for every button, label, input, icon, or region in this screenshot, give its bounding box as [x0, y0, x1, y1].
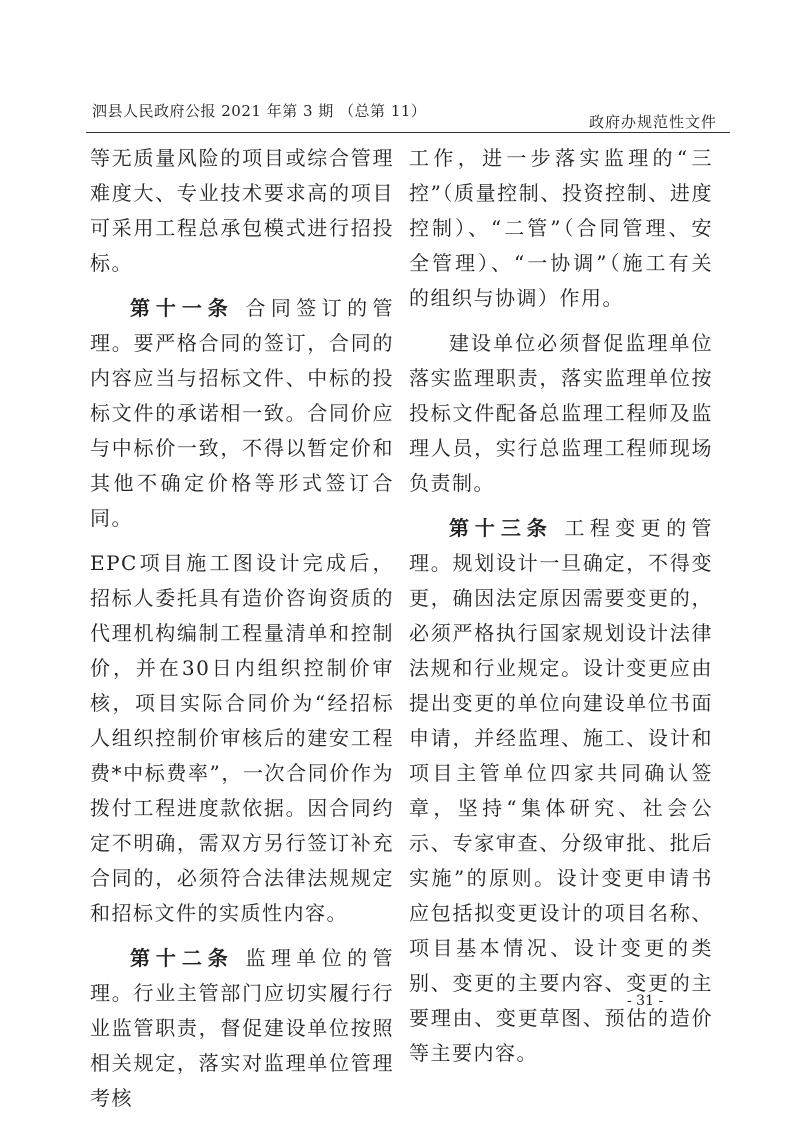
article-11-paragraph [90, 291, 394, 536]
article-12-paragraph [90, 941, 394, 1116]
paragraph-continuation: 等无质量风险的项目或综合管理难度大、专业技术要求高的项目可采用工程总承包模式进行招投标。 [90, 146, 394, 275]
article-11-heading: 第十一条 [130, 296, 234, 320]
page-number: - 31 - [627, 993, 664, 1009]
right-column [409, 141, 713, 1081]
header-divider [86, 132, 730, 133]
left-column [90, 141, 394, 1126]
paragraph-continuation: 工作，进一步落实监理的“三控”（质量控制、投资控制、进度控制）、“二管”（合同管理、安全管理）、“一协调”（施工有关的组织与协调）作用。 [409, 146, 713, 310]
supervision-paragraph: 建设单位必须督促监理单位落实监理职责，落实监理单位按投标文件配备总监理工程师及监理人员，实行总监理工程师现场负责制。 [409, 331, 713, 495]
article-11-text: 合同签订的管理。要严格合同的签订，合同的内容应当与招标文件、中标的投标文件的承诺相一致。合同价应与中标价一致，不得以暂定价和其他不确定价格等形式签订合同。 [90, 296, 395, 530]
epc-paragraph: EPC项目施工图设计完成后，招标人委托具有造价咨询资质的代理机构编制工程量清单和控制价，并在30日内组织控制价审核，项目实际合同价为“经招标人组织控制价审核后的建安工程费*中标费率”，一次合同价作为拨付工程进度款依据。因合同约定不明确，需双方另行签订补充合同的，必须符合法律法规规定和招标文件的实质性内容。 [90, 551, 394, 925]
article-13-paragraph [409, 511, 713, 1071]
publication-title: 泗县人民政府公报 2021 年第 3 期 （总第 11） [92, 102, 427, 120]
article-12-text: 监理单位的管理。行业主管部门应切实履行行业监管职责，督促建设单位按照相关规定，落实对监理单位管理考核 [90, 946, 395, 1110]
article-13-text: 工程变更的管理。规划设计一旦确定，不得变更，确因法定原因需要变更的，必须严格执行国家规划设计法律法规和行业规定。设计变更应由提出变更的单位向建设单位书面申请，并经监理、施工、设计和项目主管单位四家共同确认签章，坚持“集体研究、社会公示、专家审查、分级审批、批后实施”的原则。设计变更申请书应包括拟变更设计的项目名称、项目基本情况、设计变更的类别、变更的主要内容、变更的主要理由、变更草图、预估的造价等主要内容。 [409, 516, 714, 1065]
article-13-heading: 第十三条 [449, 516, 553, 540]
article-12-heading: 第十二条 [130, 946, 234, 970]
section-title: 政府办规范性文件 [588, 113, 717, 131]
